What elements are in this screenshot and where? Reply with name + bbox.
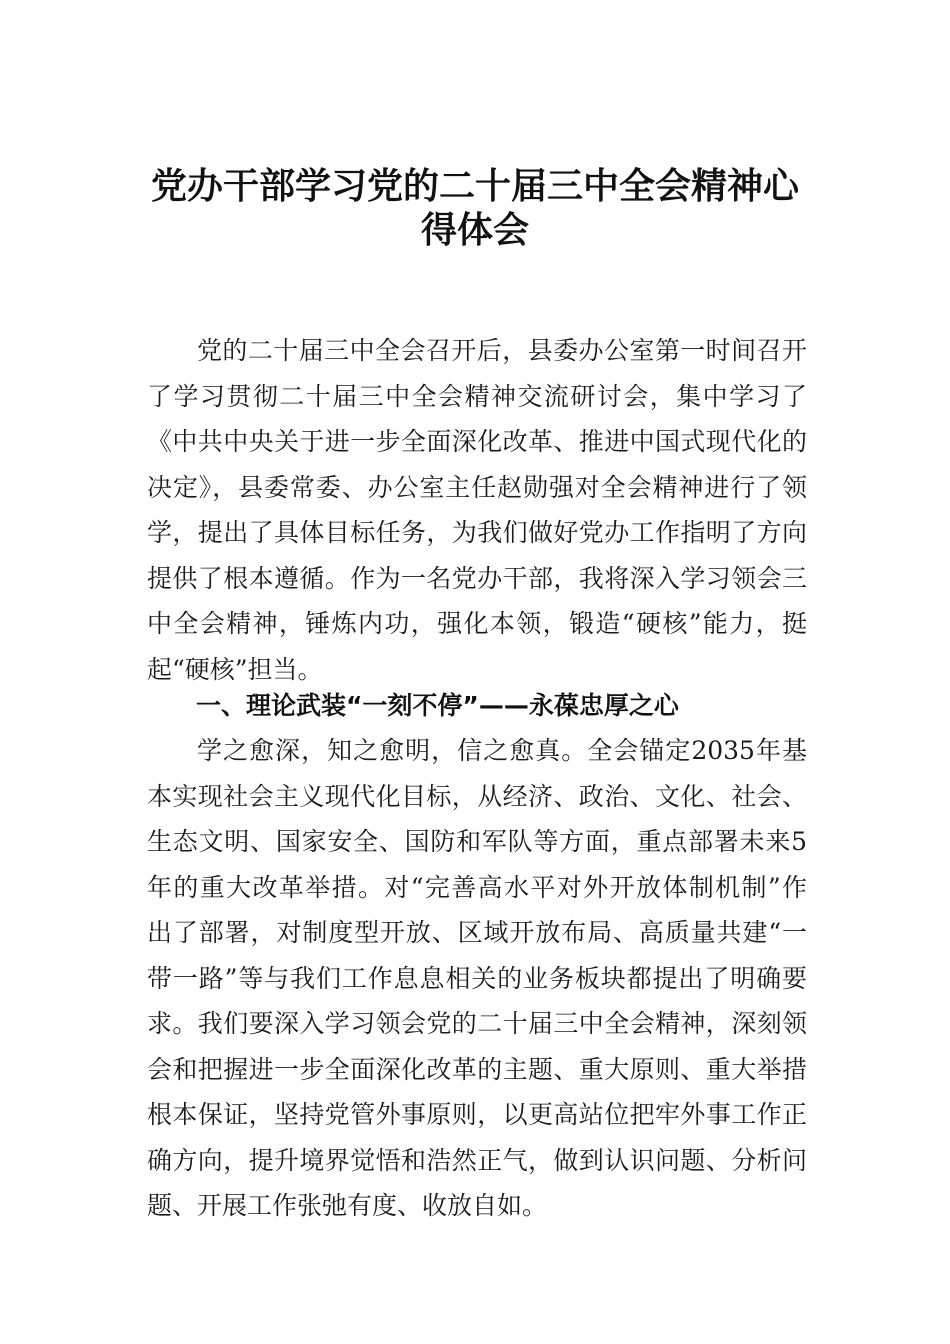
paragraph-1-line: 党的二十届三中全会召开后，县委办公室第一时间召开 [197, 336, 807, 365]
paragraph-2-line: 确方向，提升境界觉悟和浩然正气，做到认识问题、分析问 [147, 1145, 807, 1175]
paragraph-1-line: 了学习贯彻二十届三中全会精神交流研讨会，集中学习了 [147, 381, 807, 411]
paragraph-2-line: 题、开展工作张弛有度、收放自如。 [147, 1191, 548, 1220]
paragraph-2-line: 年的重大改革举措。对“完善高水平对外开放体制机制”作 [147, 872, 807, 902]
paragraph-1-line: 中全会精神，锤炼内功，强化本领，锻造“硬核”能力，挺 [147, 609, 807, 638]
document-title-line-2: 得体会 [420, 209, 529, 251]
paragraph-2-line: 学之愈深，知之愈明，信之愈真。全会锚定2035年基 [197, 736, 807, 765]
paragraph-2-line: 生态文明、国家安全、国防和军队等方面，重点部署未来5 [147, 827, 807, 856]
paragraph-1-line: 提供了根本遵循。作为一名党办干部，我将深入学习领会三 [147, 563, 807, 593]
paragraph-2-line: 根本保证，坚持党管外事原则，以更高站位把牢外事工作正 [147, 1100, 807, 1129]
paragraph-2-line: 带一路”等与我们工作息息相关的业务板块都提出了明确要 [147, 963, 807, 993]
paragraph-1-line: 学，提出了具体目标任务，为我们做好党办工作指明了方向 [147, 518, 807, 547]
paragraph-1-line: 决定》，县委常委、办公室主任赵勋强对全会精神进行了领 [147, 472, 807, 502]
paragraph-2 [147, 728, 807, 1229]
paragraph-2-line: 出了部署，对制度型开放、区域开放布局、高质量共建“一 [147, 918, 807, 947]
paragraph-1-line: 起“硬核”担当。 [147, 654, 323, 684]
paragraph-2-line: 会和把握进一步全面深化改革的主题、重大原则、重大举措 [147, 1054, 807, 1084]
section-heading-1: 一、理论武装“一刻不停”——永葆忠厚之心 [196, 691, 679, 720]
paragraph-1 [147, 328, 807, 692]
paragraph-2-line: 求。我们要深入学习领会党的二十届三中全会精神，深刻领 [147, 1009, 807, 1038]
document-title-line-1: 党办干部学习党的二十届三中全会精神心 [150, 165, 799, 207]
paragraph-2-line: 本实现社会主义现代化目标，从经济、政治、文化、社会、 [147, 781, 807, 811]
paragraph-1-line: 《中共中央关于进一步全面深化改革、推进中国式现代化的 [147, 427, 807, 456]
